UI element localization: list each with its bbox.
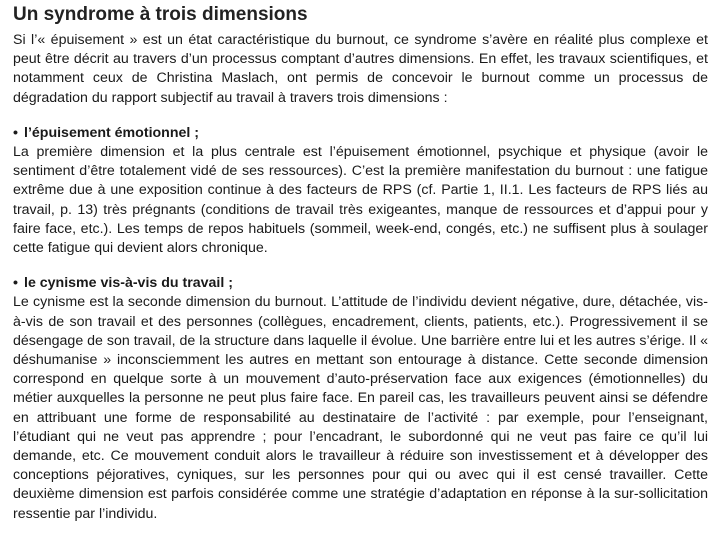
cynicism-paragraph: Le cynisme est la seconde dimension du burnout. L’attitude de l’individu devient négative, dure, détachée, vis-à-vis de son travail et des personnes (collègues, encadrement, clients, patients, etc.). Progressivement il se désengage de son travail, de la structure dans laquelle il évolue. Une barrière entre lui et les autres s’érige. Il « déshumanise » inconsciemment les autres en mettant son entourage à distance. Cette seconde dimension correspond en quelque sorte à un mouvement d’auto-préservation face aux exigences (émotionnelles) du métier auxquelles la personne ne peut plus faire face. En pareil cas, les travailleurs peuvent ainsi se défendre en attribuant une forme de responsabilité au destinataire de l’activité : par exemple, pour l’enseignant, l’étudiant qui ne veut pas apprendre ; pour l’encadrant, le subordonné qui ne veut pas faire ce qu’il lui demande, etc. Ce mouvement conduit alors le travailleur à réduire son investissement et à développer des conceptions péjoratives, cyniques, sur les personnes pour qui ou avec qui il est censé travailler. Cette deuxième dimension est parfois considérée comme une stratégie d’adaptation en réponse à la sur-sollicitation ressentie par l’individu. — [13, 294, 708, 522]
spacer — [13, 108, 708, 124]
heading-text: le cynisme vis-à-vis du travail ; — [24, 275, 233, 292]
bullet-icon: • — [13, 275, 18, 292]
intro-paragraph: Si l’« épuisement » est un état caractéristique du burnout, ce syndrome s’avère en réalité plus complexe et peut être décrit au travers d’un processus comptant d’autres dimensions. En effet, les travaux scientifiques, et notamment ceux de Christina Maslach, ont permis de concevoir le burnout comme un processus de dégradation du rapport subjectif au travail à travers trois dimensions : — [13, 32, 708, 106]
section-title: Un syndrome à trois dimensions — [13, 4, 308, 25]
heading-text: l’épuisement émotionnel ; — [24, 124, 200, 141]
bullet-heading-emotional-exhaustion — [13, 124, 708, 143]
document-page — [13, 4, 708, 524]
bullet-heading-cynicism — [13, 274, 708, 293]
bullet-icon: • — [13, 124, 18, 141]
emotional-exhaustion-paragraph: La première dimension et la plus centrale est l’épuisement émotionnel, psychique et physique (avoir le sentiment d’être totalement vidé de ses ressources). C’est la première manifestation du burnout : une fatigue extrême due à une exposition continue à des facteurs de RPS (cf. Partie 1, II.1. Les facteurs de RPS liés au travail, p. 13) très prégnants (conditions de travail très exigeantes, manque de ressources et d’appui pour y faire face, etc.). Les temps de repos habituels (sommeil, week-end, congés, etc.) ne suffisent plus à soulager cette fatigue qui devient alors chronique. — [13, 144, 708, 257]
spacer — [13, 258, 708, 274]
